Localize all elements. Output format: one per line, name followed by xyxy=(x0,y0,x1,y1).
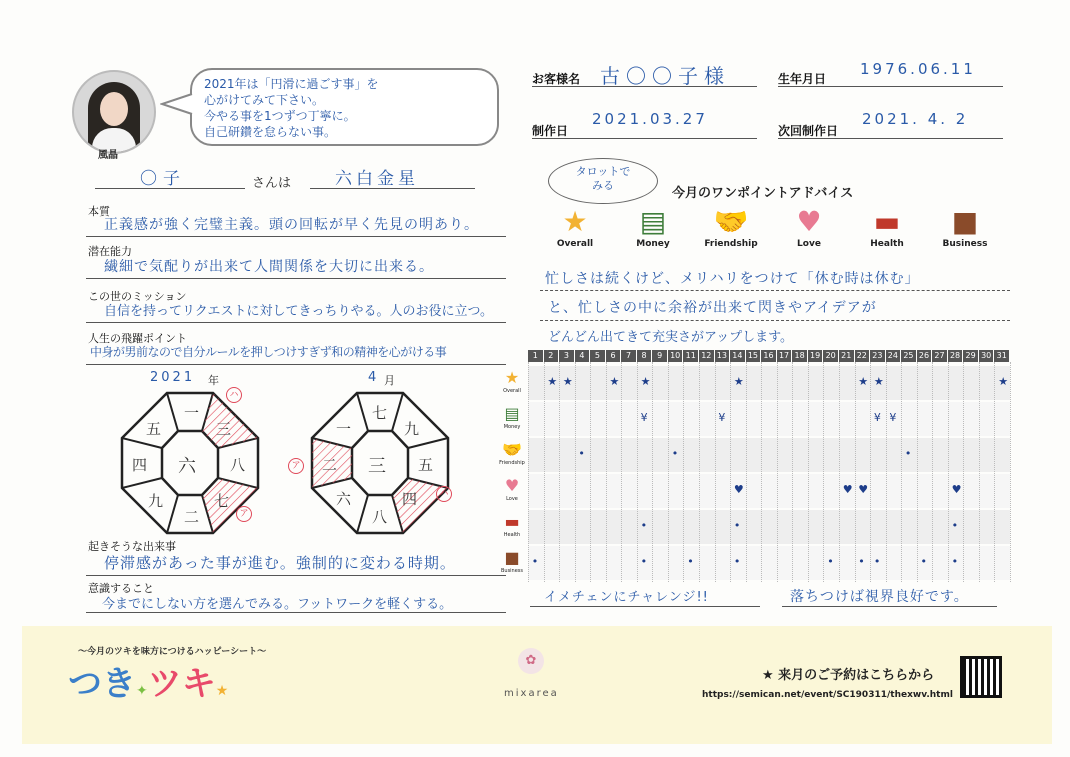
calendar-mark: • xyxy=(687,555,694,568)
star-icon: ★ xyxy=(562,205,588,238)
calendar-day-header: 20 xyxy=(823,350,838,362)
month-value: 4 xyxy=(368,370,377,385)
calendar-mark: ★ xyxy=(609,375,620,388)
advice-icon-label: Overall xyxy=(556,239,594,249)
section-label: 潜在能力 xyxy=(88,245,132,258)
monthly-calendar xyxy=(496,350,1010,585)
month-cell-n: 七 xyxy=(372,404,388,422)
month-cell-se: 四 xyxy=(402,490,418,508)
year-mark-ha: ハ xyxy=(226,387,242,403)
calendar-day-header: 22 xyxy=(855,350,870,362)
calendar-day-header: 19 xyxy=(808,350,823,362)
advice-icon-label: Business xyxy=(942,239,988,249)
month-cell-w: 二 xyxy=(322,456,338,474)
calendar-day-header: 28 xyxy=(948,350,963,362)
section-text: 中身が男前なので自分ルールを押しつけすぎず和の精神を心がける事 xyxy=(90,345,447,359)
handshake-icon: 🤝 xyxy=(713,205,749,238)
next-date: 2021. 4. 2 xyxy=(862,110,969,128)
month-cell-s: 八 xyxy=(372,508,388,526)
calendar-row xyxy=(528,402,1010,436)
reserve-url[interactable]: https://semican.net/event/SC190311/thexwv.html xyxy=(702,690,953,700)
calendar-day-header: 9 xyxy=(652,350,667,362)
year-cell-nw: 五 xyxy=(146,420,162,438)
month-mark-ha: ハ xyxy=(436,486,452,502)
calendar-day-header: 6 xyxy=(606,350,621,362)
calendar-day-header: 1 xyxy=(528,350,543,362)
advisor-message-line: 今やる事を1つずつ丁寧に。 xyxy=(204,109,356,123)
advisor-message-line: 自己研鑽を怠らない事。 xyxy=(204,125,337,139)
health-row-icon: ▬ xyxy=(504,512,520,531)
calendar-row xyxy=(528,366,1010,400)
year-cell-center: 六 xyxy=(178,456,196,477)
calendar-note-right: 落ちつけば視界良好です。 xyxy=(790,589,969,605)
advisor-message-line: 2021年は「円滑に過ごす事」を xyxy=(204,77,379,91)
money-icon: ▤ xyxy=(639,205,667,238)
made-label: 制作日 xyxy=(532,124,569,138)
year-cell-ne: 三 xyxy=(216,420,232,438)
calendar-mark: ★ xyxy=(733,375,744,388)
calendar-day-header: 4 xyxy=(575,350,590,362)
calendar-mark: ★ xyxy=(858,375,869,388)
calendar-row-label: Health xyxy=(503,532,521,538)
logo-star-icon: ★ xyxy=(215,683,229,699)
calendar-row-label: Friendship xyxy=(499,460,525,466)
logo-dot-icon: ✦ xyxy=(136,683,148,699)
month-cell-sw: 六 xyxy=(336,490,352,508)
advice-icon-money xyxy=(618,205,688,249)
calendar-note-left: イメチェンにチャレンジ!! xyxy=(544,590,709,605)
calendar-mark: ♥ xyxy=(858,483,869,496)
advice-icon-label: Love xyxy=(797,239,821,249)
advice-title: 今月のワンポイントアドバイス xyxy=(672,186,854,201)
year-mark-a: ア xyxy=(236,506,252,522)
advisor-avatar xyxy=(72,70,156,154)
advice-icon-overall xyxy=(540,205,610,249)
month-cell-e: 五 xyxy=(418,456,434,474)
briefcase-icon: ■ xyxy=(951,205,979,238)
advice-icon-love xyxy=(774,205,844,249)
brand-emblem-icon: ✿ xyxy=(518,648,544,674)
calendar-day-header: 15 xyxy=(746,350,761,362)
advice-line: 忙しさは続くけど、メリハリをつけて「休む時は休む」 xyxy=(545,271,920,287)
calendar-day-header: 8 xyxy=(637,350,652,362)
customer-label: お客様名 xyxy=(532,72,581,86)
calendar-mark: ¥ xyxy=(640,411,648,424)
calendar-day-header: 12 xyxy=(699,350,714,362)
calendar-day-header: 13 xyxy=(715,350,730,362)
calendar-day-header: 11 xyxy=(683,350,698,362)
love-row-icon: ♥ xyxy=(504,476,520,495)
bubble-tail xyxy=(160,92,194,116)
calendar-mark: ♥ xyxy=(842,483,853,496)
logo-part-a: つき xyxy=(68,664,136,704)
customer-name: 古〇〇子様 xyxy=(600,64,730,88)
section-text: 自信を持ってリクエストに対してきっちりやる。人のお役に立つ。 xyxy=(104,304,493,319)
footer-tagline: 〜今月のツキを味方につけるハッピーシート〜 xyxy=(78,647,267,657)
calendar-mark: ¥ xyxy=(718,411,726,424)
logo-part-b: ツキ xyxy=(147,664,216,704)
month-cell-nw: 一 xyxy=(336,420,352,438)
section-text: 正義感が強く完璧主義。頭の回転が早く先見の明あり。 xyxy=(104,217,479,233)
section-label: 本質 xyxy=(88,205,110,218)
section-label: 人生の飛躍ポイント xyxy=(88,332,187,345)
heart-icon: ♥ xyxy=(796,205,822,238)
advice-icon-business xyxy=(930,205,1000,249)
calendar-day-header: 27 xyxy=(932,350,947,362)
advisor-name: 風晶 xyxy=(98,150,118,161)
calendar-mark: • xyxy=(640,519,648,532)
calendar-row xyxy=(528,546,1010,580)
calendar-day-header: 21 xyxy=(839,350,854,362)
month-cell-ne: 九 xyxy=(404,420,420,438)
calendar-mark: ¥ xyxy=(873,411,881,424)
year-cell-se: 七 xyxy=(214,492,230,510)
calendar-day-header: 2 xyxy=(544,350,559,362)
events-label: 起きそうな出来事 xyxy=(88,540,176,553)
month-cell-center: 三 xyxy=(368,456,386,477)
overall-row-icon: ★ xyxy=(504,368,520,387)
advice-icon-label: Friendship xyxy=(704,239,758,249)
calendar-mark: • xyxy=(951,555,959,568)
calendar-mark: ♥ xyxy=(733,483,744,496)
calendar-day-header: 17 xyxy=(777,350,792,362)
year-unit: 年 xyxy=(208,374,219,387)
birth-date: 1976.06.11 xyxy=(860,60,976,78)
calendar-day-header: 14 xyxy=(730,350,745,362)
calendar-mark: ★ xyxy=(873,375,884,388)
calendar-day-header: 7 xyxy=(621,350,636,362)
section-label: この世のミッション xyxy=(88,290,187,303)
calendar-day-header: 23 xyxy=(870,350,885,362)
calendar-day-header: 10 xyxy=(668,350,683,362)
advice-icon-label: Money xyxy=(636,239,670,249)
advice-icon-friendship xyxy=(696,205,766,249)
year-value: 2021 xyxy=(150,370,196,385)
advice-icon-health xyxy=(852,205,922,249)
logo xyxy=(68,656,228,705)
section-text: 繊細で気配りが出来て人間関係を大切に出来る。 xyxy=(104,259,434,275)
calendar-mark: • xyxy=(827,555,834,568)
calendar-row-label: Money xyxy=(503,424,521,430)
year-cell-sw: 九 xyxy=(148,492,164,510)
made-date: 2021.03.27 xyxy=(592,110,708,128)
calendar-row-label: Business xyxy=(500,568,524,574)
calendar-mark: ¥ xyxy=(889,411,897,424)
calendar-day-header: 16 xyxy=(761,350,776,362)
advice-line: と、忙しさの中に余裕が出来て閃きやアイデアが xyxy=(548,300,877,316)
brand-name: mixarea xyxy=(504,688,559,699)
calendar-mark: • xyxy=(920,555,927,568)
friendship-row-icon: 🤝 xyxy=(502,440,522,459)
calendar-row-label: Overall xyxy=(503,388,521,394)
qr-code-icon[interactable] xyxy=(960,656,1002,698)
calendar-mark: • xyxy=(531,555,539,568)
calendar-row xyxy=(528,438,1010,472)
calendar-mark: • xyxy=(640,555,648,568)
month-mark-a: ア xyxy=(288,458,304,474)
business-row-icon: ■ xyxy=(504,548,520,567)
calendar-day-header: 24 xyxy=(886,350,901,362)
next-label: 次回制作日 xyxy=(778,124,839,138)
birth-label: 生年月日 xyxy=(778,72,827,86)
calendar-day-header: 26 xyxy=(917,350,932,362)
calendar-mark: • xyxy=(951,519,959,532)
calendar-mark: • xyxy=(858,555,865,568)
year-cell-s: 二 xyxy=(184,508,200,526)
calendar-day-header: 30 xyxy=(979,350,994,362)
advisor-message-bubble xyxy=(190,68,499,146)
conscious-text: 今までにしない方を選んでみる。フットワークを軽くする。 xyxy=(102,597,453,612)
calendar-mark: • xyxy=(671,447,679,460)
person-star: 六白金星 xyxy=(335,169,419,189)
calendar-mark: • xyxy=(904,447,912,460)
reserve-text: ★ 来月のご予約はこちらから xyxy=(762,668,935,683)
calendar-mark: • xyxy=(873,555,881,568)
advice-line: どんどん出てきて充実さがアップします。 xyxy=(548,330,794,345)
conscious-label: 意識すること xyxy=(88,582,154,595)
calendar-day-header: 29 xyxy=(963,350,978,362)
pill-icon: ▬ xyxy=(873,205,901,238)
calendar-mark: ♥ xyxy=(951,483,962,496)
calendar-day-header: 5 xyxy=(590,350,605,362)
calendar-day-header: 25 xyxy=(901,350,916,362)
advice-icon-label: Health xyxy=(870,239,904,249)
calendar-mark: • xyxy=(733,555,741,568)
tarot-note-line: みる xyxy=(592,179,614,192)
calendar-row xyxy=(528,474,1010,508)
advisor-message-line: 心がけてみて下さい。 xyxy=(204,93,325,107)
calendar-mark: ★ xyxy=(547,375,558,388)
person-name: 〇子 xyxy=(140,169,186,189)
calendar-mark: ★ xyxy=(640,375,651,388)
calendar-day-header: 3 xyxy=(559,350,574,362)
calendar-mark: • xyxy=(733,519,741,532)
tarot-note-line: タロットで xyxy=(575,165,631,178)
advice-icon-row xyxy=(540,205,1010,260)
money-row-icon: ▤ xyxy=(504,404,520,423)
year-cell-n: 一 xyxy=(184,404,200,422)
calendar-day-header: 18 xyxy=(792,350,807,362)
year-cell-e: 八 xyxy=(230,456,246,474)
calendar-mark: ★ xyxy=(562,375,573,388)
calendar-mark: ★ xyxy=(998,375,1009,388)
events-text: 停滞感があった事が進む。強制的に変わる時期。 xyxy=(104,554,456,572)
san-wa-label: さんは xyxy=(252,176,292,191)
calendar-mark: • xyxy=(578,447,585,460)
calendar-day-header: 31 xyxy=(994,350,1009,362)
calendar-row-label: Love xyxy=(506,496,518,502)
calendar-row xyxy=(528,510,1010,544)
month-unit: 月 xyxy=(384,374,395,387)
year-cell-w: 四 xyxy=(132,456,148,474)
tarot-note xyxy=(548,158,658,204)
